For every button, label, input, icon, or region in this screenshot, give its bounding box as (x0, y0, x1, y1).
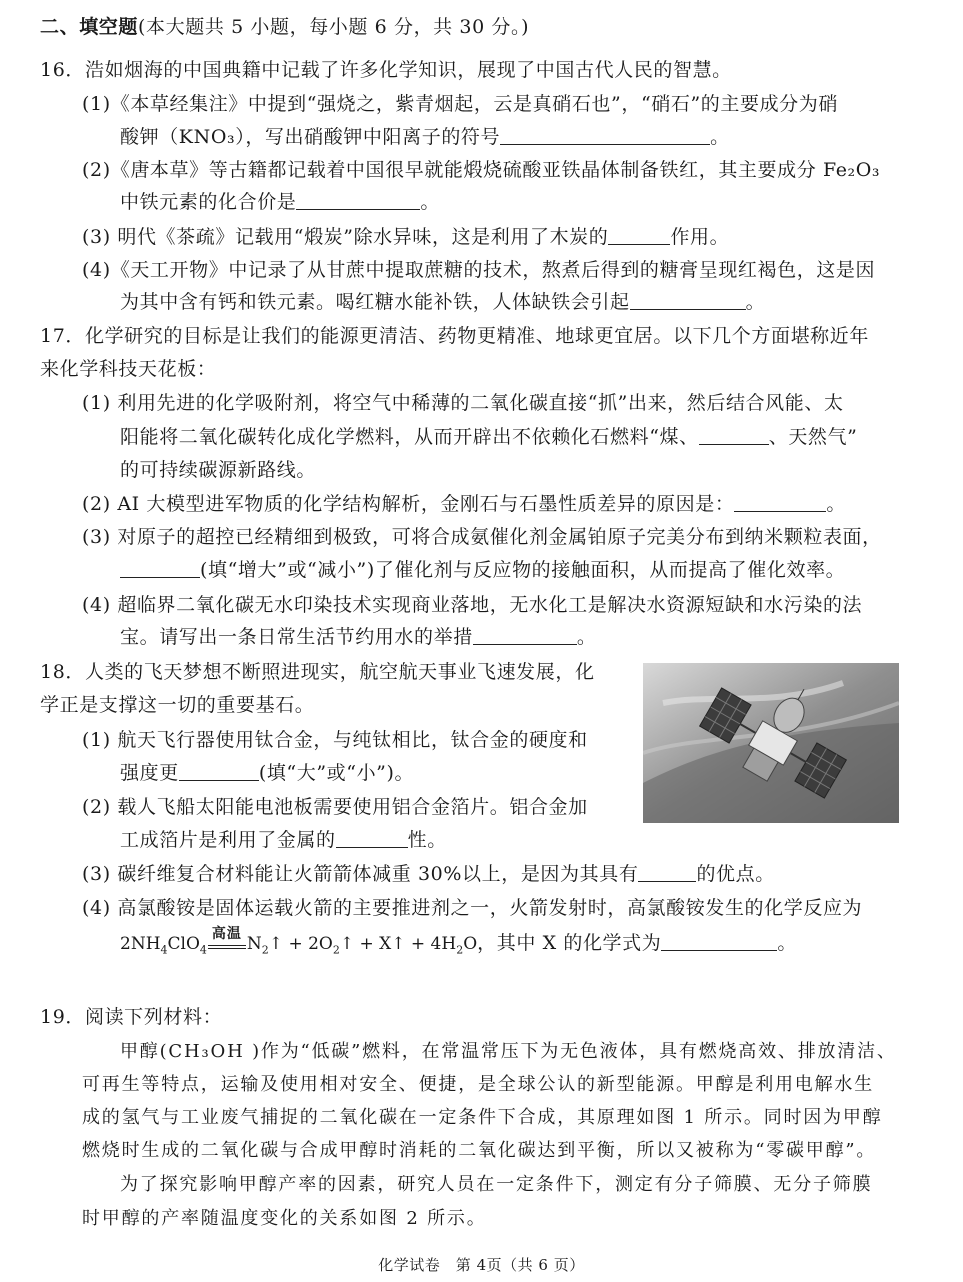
q16-part3 (82, 224, 729, 250)
q18-part4-end: 。 (777, 932, 797, 954)
equation-products: $N_2↑$ + $2O_2↑$ + X↑ + $4H_2O$ (246, 934, 478, 957)
q17-part2 (82, 491, 846, 517)
spacecraft-photo (643, 663, 899, 823)
q17-part1-text: 阳能将二氧化碳转化成化学燃料，从而开辟出不依赖化石燃料“煤、 (120, 426, 699, 448)
reaction-equation (120, 928, 797, 956)
q16-stem: 16．浩如烟海的中国典籍中记载了许多化学知识，展现了中国古代人民的智慧。 (40, 59, 732, 81)
q18-part3 (82, 861, 775, 887)
answer-blank[interactable] (296, 189, 420, 210)
q18-part1-line1: (1) 航天飞行器使用钛合金，与纯钛相比，钛合金的硬度和 (82, 729, 588, 751)
q18-part3-end: 的优点。 (696, 863, 775, 885)
q16-part1-line2 (120, 124, 730, 150)
q17-stem-line2: 来化学科技天花板： (40, 358, 217, 380)
answer-blank[interactable] (120, 557, 200, 578)
answer-blank[interactable] (630, 289, 746, 310)
answer-blank[interactable] (179, 760, 259, 781)
q17-part4-end: 。 (576, 626, 597, 648)
q16-part1-text: 酸钾（KNO₃），写出硝酸钾中阳离子的符号 (120, 126, 501, 148)
q16-part4-line1: (4)《天工开物》中记录了从甘蔗中提取蔗糖的技术，熬煮后得到的糖膏呈现红褐色，这是因 (82, 259, 876, 281)
q17-stem-line1: 17．化学研究的目标是让我们的能源更清洁、药物更精准、地球更宜居。以下几个方面堪称近年 (40, 325, 869, 347)
reading-line: 为了探究影响甲醇产率的因素，研究人员在一定条件下，测定有分子筛膜、无分子筛膜 (120, 1174, 873, 1195)
q17-part1-end: 、天然气” (768, 426, 858, 448)
reading-line: 可再生等特点，运输及使用相对安全、便捷，是全球公认的新型能源。甲醇是利用电解水生 (82, 1074, 874, 1095)
q18-part2-end: 性。 (407, 829, 447, 851)
q18-part4-line1: (4) 高氯酸铵是固体运载火箭的主要推进剂之一，火箭发射时，高氯酸铵发生的化学反应为 (82, 897, 863, 919)
section-head: 二、填空题 (40, 16, 139, 38)
answer-blank[interactable] (638, 861, 696, 882)
answer-blank[interactable] (661, 930, 777, 951)
reading-line: 成的氢气与工业废气捕捉的二氧化碳在一定条件下合成，其原理如图 1 所示。同时因为甲醇 (82, 1107, 883, 1128)
answer-blank[interactable] (699, 424, 769, 445)
q17-part3-line1: (3) 对原子的超控已经精细到极致，可将合成氨催化剂金属铂原子完美分布到纳米颗粒表面， (82, 526, 882, 548)
q16-part3-end: 作用。 (670, 226, 730, 248)
answer-blank[interactable] (336, 827, 408, 848)
q16-part4-line2 (120, 289, 765, 315)
q19-stem: 19．阅读下列材料： (40, 1006, 223, 1028)
q16-part4-text: 为其中含有钙和铁元素。喝红糖水能补铁，人体缺铁会引起 (120, 291, 630, 313)
q18-part4-text: ，其中 X 的化学式为 (477, 932, 662, 954)
q16-part2-text: 中铁元素的化合价是 (120, 191, 297, 213)
equation-reactant: $2NH_4ClO_4$ (120, 934, 207, 957)
q17-part3-text: (填“增大”或“减小”)了催化剂与反应物的接触面积，从而提高了催化效率。 (200, 559, 846, 581)
q17-part3-line2 (120, 557, 845, 583)
q17-part2-text: (2) AI 大模型进军物质的化学结构解析，金刚石与石墨性质差异的原因是： (82, 493, 735, 515)
q17-part1-line1: (1) 利用先进的化学吸附剂，将空气中稀薄的二氧化碳直接“抓”出来，然后结合风能、太 (82, 392, 844, 414)
q16-part2-line2 (120, 189, 440, 215)
reading-line: 甲醇(CH₃OH )作为“低碳”燃料，在常温常压下为无色液体，具有燃烧高效、排放清洁、 (120, 1041, 897, 1062)
q16-part4-end: 。 (745, 291, 766, 313)
section-heading (40, 14, 529, 40)
q18-part2-line1: (2) 载人飞船太阳能电池板需要使用铝合金箔片。铝合金加 (82, 796, 588, 818)
answer-blank[interactable] (473, 624, 577, 645)
reaction-condition (208, 926, 246, 949)
q18-part1-line2 (120, 760, 414, 786)
reading-line: 时甲醇的产率随温度变化的关系如图 2 所示。 (82, 1208, 487, 1229)
q17-part1-line2 (120, 424, 857, 450)
q18-stem-line2: 学正是支撑这一切的重要基石。 (40, 694, 315, 716)
q18-part2-text: 工成箔片是利用了金属的 (120, 829, 336, 851)
q16-part1-end: 。 (710, 126, 730, 148)
q17-part1-line3: 的可持续碳源新路线。 (120, 459, 317, 481)
section-note: (本大题共 5 小题，每小题 6 分，共 30 分。) (138, 16, 530, 38)
q16-part3-text: (3) 明代《茶疏》记载用“煅炭”除水异味，这是利用了木炭的 (82, 226, 609, 248)
q16-part2-line1: (2)《唐本草》等古籍都记载着中国很早就能煅烧硫酸亚铁晶体制备铁红，其主要成分 Fe₂O₃ (82, 159, 881, 181)
q18-part2-line2 (120, 827, 447, 853)
q17-part4-line2 (120, 624, 596, 650)
page-footer: 化学试卷 第 4页（共 6 页） (378, 1256, 585, 1274)
q18-part1-text: 强度更 (120, 762, 179, 784)
reading-line: 燃烧时生成的二氧化碳与合成甲醇时消耗的二氧化碳达到平衡，所以又被称为“零碳甲醇”。 (82, 1140, 877, 1161)
answer-blank[interactable] (734, 491, 826, 512)
q18-stem-line1: 18．人类的飞天梦想不断照进现实，航空航天事业飞速发展，化 (40, 661, 595, 683)
q17-part2-end: 。 (826, 493, 847, 515)
q18-part1-end: (填“大”或“小”)。 (258, 762, 415, 784)
q17-part4-line1: (4) 超临界二氧化碳无水印染技术实现商业落地，无水化工是解决水资源短缺和水污染的法 (82, 594, 863, 616)
q18-part3-text: (3) 碳纤维复合材料能让火箭箭体减重 30%以上，是因为其具有 (82, 863, 639, 885)
condition-label: 高温 (211, 926, 242, 942)
answer-blank[interactable] (500, 124, 710, 145)
answer-blank[interactable] (608, 224, 670, 245)
q16-part1-line1: (1)《本草经集注》中提到“强烧之，紫青烟起，云是真硝石也”，“硝石”的主要成分为硝 (82, 93, 838, 115)
q17-part4-text: 宝。请写出一条日常生活节约用水的举措 (120, 626, 473, 648)
q16-part2-end: 。 (420, 191, 441, 213)
